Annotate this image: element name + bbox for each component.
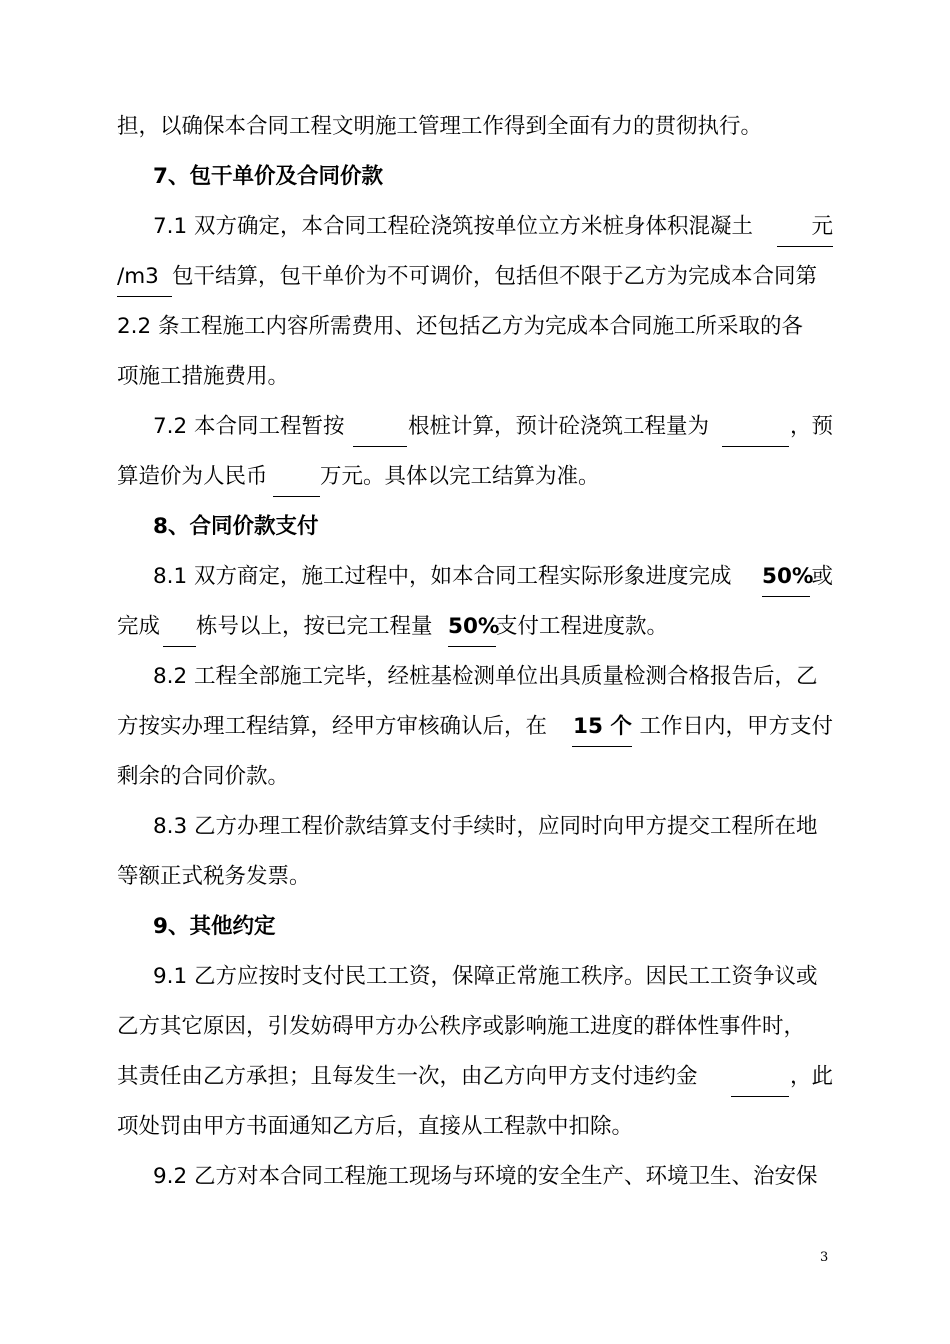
paragraph-line <box>117 1060 833 1094</box>
text: 50% <box>762 564 814 589</box>
paragraph-line <box>117 360 833 394</box>
paragraph-line <box>117 310 833 344</box>
page-number: 3 <box>820 1250 829 1265</box>
text: 乙方其它原因，引发妨碍甲方办公秩序或影响施工进度的群体性事件时， <box>117 1014 806 1039</box>
text: 元 <box>811 214 833 239</box>
text: 等额正式税务发票。 <box>117 864 311 889</box>
text: 8.1 双方商定，施工过程中，如本合同工程实际形象进度完成 <box>153 564 732 589</box>
paragraph-line <box>117 760 833 794</box>
text: 其责任由乙方承担；且每发生一次，由乙方向甲方支付违约金 <box>117 1064 698 1089</box>
paragraph-line <box>153 960 833 994</box>
text: 7.1 双方确定，本合同工程砼浇筑按单位立方米桩身体积混凝土 <box>153 214 754 239</box>
text: /m3 <box>117 264 159 289</box>
text: 项施工措施费用。 <box>117 364 290 389</box>
section-heading-9 <box>153 910 833 944</box>
fill-blank-progress <box>762 596 810 597</box>
paragraph-line <box>153 410 833 444</box>
section-heading-7 <box>153 160 833 194</box>
fill-blank-unit-price <box>777 246 833 247</box>
text: 8.2 工程全部施工完毕，经桩基检测单位出具质量检测合格报告后，乙 <box>153 664 818 689</box>
fill-blank-penalty <box>731 1096 789 1097</box>
fill-blank-budget <box>273 496 320 497</box>
fill-blank-unit <box>117 296 172 297</box>
text: 50% <box>448 614 500 639</box>
text: 7.2 本合同工程暂按 <box>153 414 345 439</box>
text: ，预 <box>789 414 833 439</box>
text: 项处罚由甲方书面通知乙方后，直接从工程款中扣除。 <box>117 1114 634 1139</box>
section-heading-8 <box>153 510 833 544</box>
paragraph-line <box>153 1160 833 1194</box>
text: 算造价为人民币 <box>117 464 268 489</box>
text: 8.3 乙方办理工程价款结算支付手续时，应同时向甲方提交工程所在地 <box>153 814 818 839</box>
heading-text: 8、合同价款支付 <box>153 514 319 539</box>
text: 9.2 乙方对本合同工程施工现场与环境的安全生产、环境卫生、治安保 <box>153 1164 818 1189</box>
text: 或 <box>811 564 833 589</box>
fill-blank-volume <box>722 446 789 447</box>
text: 万元。具体以完工结算为准。 <box>320 464 600 489</box>
paragraph-line <box>153 560 833 594</box>
text: 根桩计算，预计砼浇筑工程量为 <box>408 414 710 439</box>
text: 栋号以上，按已完工程量 <box>196 614 433 639</box>
text: 2.2 条工程施工内容所需费用、还包括乙方为完成本合同施工所采取的各 <box>117 314 804 339</box>
paragraph-line <box>117 710 833 744</box>
paragraph-line <box>153 210 833 244</box>
fill-blank-building-count <box>163 646 196 647</box>
heading-text: 7、包干单价及合同价款 <box>153 164 383 189</box>
fill-blank-percent <box>448 646 496 647</box>
paragraph-line <box>117 1110 833 1144</box>
text: 担，以确保本合同工程文明施工管理工作得到全面有力的贯彻执行。 <box>117 114 763 139</box>
paragraph-line <box>117 860 833 894</box>
text: 方按实办理工程结算，经甲方审核确认后，在 <box>117 714 548 739</box>
text: 工作日内，甲方支付 <box>639 714 833 739</box>
text: 15 个 <box>573 714 632 739</box>
paragraph-line <box>117 260 833 294</box>
paragraph-line <box>117 1010 833 1044</box>
paragraph-line <box>117 610 833 644</box>
heading-text: 9、其他约定 <box>153 914 276 939</box>
paragraph-line <box>117 460 833 494</box>
text: 包干结算，包干单价为不可调价，包括但不限于乙方为完成本合同第 <box>172 264 818 289</box>
paragraph-line <box>117 110 833 144</box>
text: 完成 <box>117 614 161 639</box>
text: 支付工程进度款。 <box>496 614 669 639</box>
fill-blank-pile-count <box>353 446 407 447</box>
text: 剩余的合同价款。 <box>117 764 290 789</box>
text: ，此 <box>789 1064 833 1089</box>
paragraph-line <box>153 810 833 844</box>
paragraph-line <box>153 660 833 694</box>
fill-blank-days <box>572 746 632 747</box>
text: 9.1 乙方应按时支付民工工资，保障正常施工秩序。因民工工资争议或 <box>153 964 818 989</box>
